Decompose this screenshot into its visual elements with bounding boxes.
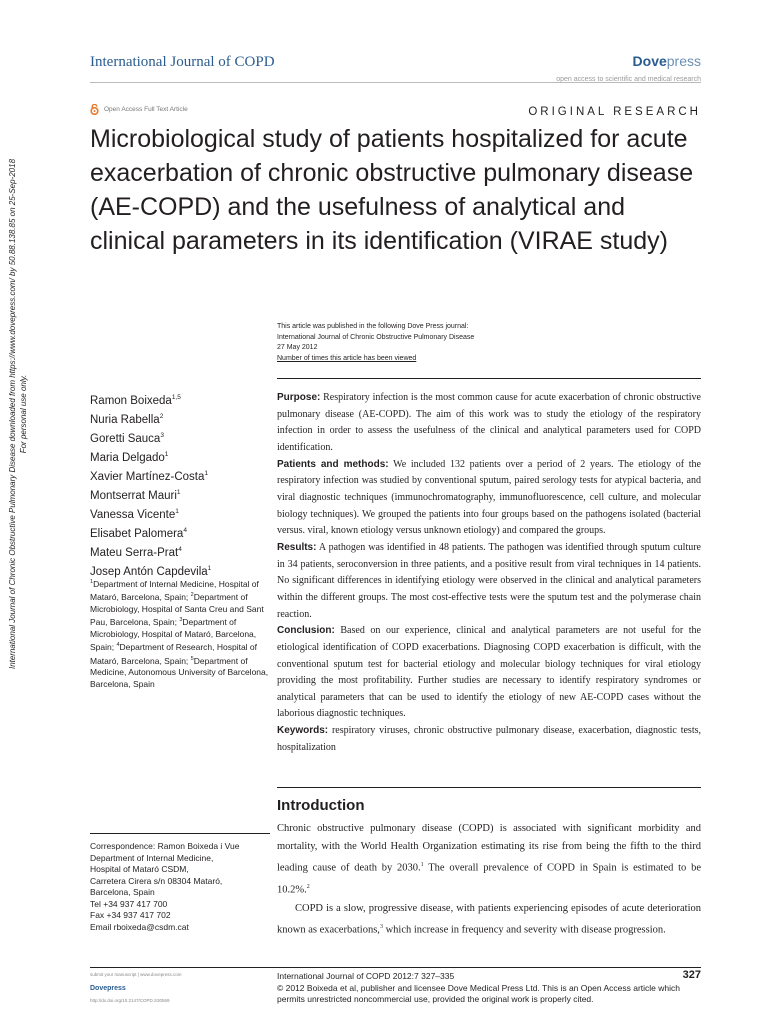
copyright: © 2012 Boixeda et al, publisher and licensee Dove Medical Press Ltd. This is an Open Access article which permits unrestricted noncommercial use, provided the original work is properly cited. xyxy=(277,983,680,1004)
pub-info-journal: International Journal of Chronic Obstructive Pulmonary Disease xyxy=(277,333,475,341)
author: Goretti Sauca$^3$ xyxy=(90,432,164,445)
footer-divider xyxy=(90,967,701,968)
header-divider xyxy=(90,82,701,83)
doi-link[interactable]: http://dx.doi.org/10.2147/COPD.S30569 xyxy=(90,998,170,1003)
intro-paragraph: Chronic obstructive pulmonary disease (COPD) is associated with significant morbidity and mortality, with the World Health Organization estimating its rise from being the fifth to the third leading cause of death by 2030.$^1$ The overall prevalence of COPD in Spain is estimated to be 10.2%.$^2$ xyxy=(277,823,701,896)
page-number: 327 xyxy=(682,969,701,981)
abstract-keywords: Keywords: respiratory viruses, chronic obstructive pulmonary disease, exacerbation, diagnostic tests, hospitalization xyxy=(277,725,701,753)
publisher-logo-a: Dove xyxy=(632,53,667,69)
author: Montserrat Mauri$^1$ xyxy=(90,489,181,502)
citation: International Journal of COPD 2012:7 327–335 xyxy=(277,971,455,981)
abstract-purpose: Purpose: Respiratory infection is the most common cause for acute exacerbation of chronic obstructive pulmonary disease (AE-COPD). The aim of this work was to study the etiology of the respiratory infection in order to assess the usefulness of the clinical and analytical parameters used for COPD identification. xyxy=(277,392,701,453)
author: Xavier Martínez-Costa$^1$ xyxy=(90,470,209,483)
abstract-results: Results: A pathogen was identified in 48 patients. The pathogen was identified through sputum culture in 34 patients, seroconversion in three patients, and a positive result from viral techniques in 14 patients. No significant differences in identifying etiology were observed in the clinical and analytical parameters within the different groups. The most cost-effective tests were the sputum test and the polymerase chain reaction. xyxy=(277,541,701,620)
abstract-divider xyxy=(277,378,701,379)
pub-info-date: 27 May 2012 xyxy=(277,344,318,351)
intro-body xyxy=(277,820,701,940)
correspondence: Correspondence: Ramon Boixeda i Vue Department of Internal Medicine, Hospital of Mataró CSDM, Carretera Cirera s/n 08304 Mataró, Barcelona, Spain Tel +34 937 417 700 Fax +34 937 417 702 Email rboixeda@csdm.cat xyxy=(90,841,272,933)
correspondence-divider xyxy=(90,833,270,834)
download-notice xyxy=(7,114,29,714)
abstract-methods: Patients and methods: We included 132 patients over a period of 2 years. The etiology of the respiratory infection was studied by conventional sputum, paired serology tests for atypical bacteria, and viral diagnostic techniques (immunochromatography, immunofluorescence, cell culture, and molecular biology techniques). We grouped the patients into four groups based on the pathogens isolated (bacterial versus. viral, known etiology versus unknown etiology) and compared the groups. xyxy=(277,458,701,537)
author: Maria Delgado$^1$ xyxy=(90,451,169,464)
abstract xyxy=(277,390,701,756)
publisher-logo xyxy=(633,53,701,69)
pub-info-line: This article was published in the following Dove Press journal: xyxy=(277,323,469,330)
open-access-icon xyxy=(90,104,99,115)
intro-paragraph: COPD is a slow, progressive disease, with patients experiencing episodes of acute deterioration known as exacerbations,$^3$ which increase in frequency and severity with disease progression. xyxy=(277,902,701,936)
download-notice-line-1: International Journal of Chronic Obstructive Pulmonary Disease downloaded from https://www.dovepress.com/ by 50.88.138.85 on 25-Sep-2018 xyxy=(8,158,17,670)
article-title: Microbiological study of patients hospitalized for acute exacerbation of chronic obstructive pulmonary disease (AE-COPD) and the usefulness of analytical and clinical parameters in its identification (VIRAE study) xyxy=(90,125,694,255)
submit-manuscript-link[interactable]: submit your manuscript | www.dovepress.com xyxy=(90,972,182,977)
author: Ramon Boixeda$^{1,5}$ xyxy=(90,394,181,407)
section-label: ORIGINAL RESEARCH xyxy=(528,106,701,118)
author: Josep Antón Capdevila$^1$ xyxy=(90,565,212,579)
footer-logo: Dovepress xyxy=(90,985,126,992)
intro-heading: Introduction xyxy=(277,797,365,814)
journal-name: International Journal of COPD xyxy=(90,54,275,70)
author: Mateu Serra-Prat$^4$ xyxy=(90,546,182,560)
correspondence-email[interactable]: Email rboixeda@csdm.cat xyxy=(90,921,189,932)
views-link[interactable]: Number of times this article has been viewed xyxy=(277,354,417,362)
publication-info xyxy=(277,322,474,364)
open-access-text: Open Access Full Text Article xyxy=(104,106,188,113)
publisher-logo-b: press xyxy=(666,53,701,69)
open-access-label xyxy=(90,104,188,115)
author-list xyxy=(90,390,211,580)
author: Elisabet Palomera$^4$ xyxy=(90,527,187,541)
author: Vanessa Vicente$^1$ xyxy=(90,508,179,522)
intro-divider xyxy=(277,787,701,788)
author: Nuria Rabella$^2$ xyxy=(90,413,164,426)
publisher-tagline: open access to scientific and medical research xyxy=(556,76,701,83)
affiliations: $^1$Department of Internal Medicine, Hospital of Mataró, Barcelona, Spain; $^2$Department of Microbiology, Hospital of Santa Creu and Sant Pau, Barcelona, Spain; $^3$Department of Microbiology, Hospital of Mataró, Barcelona, Spain; $^4$Department of Research, Hospital of Mataró, Barcelona, Spain; $^5$Department of Medicine, Autonomous University of Barcelona, Barcelona, Spain xyxy=(90,578,269,689)
download-notice-line-2: For personal use only. xyxy=(19,374,28,454)
abstract-conclusion: Conclusion: Based on our experience, clinical and analytical parameters are not useful for the etiological identification of COPD exacerbations. Diagnosing COPD exacerbation is difficult, with the conventional sputum test for bacterial etiology and molecular biology techniques for viral etiology providing the most profitability. Further studies are necessary to identify respiratory syndromes or analytical parameters that can be used to identify the etiology of new AE-COPD cases without the laborious diagnostic techniques. xyxy=(277,625,701,720)
